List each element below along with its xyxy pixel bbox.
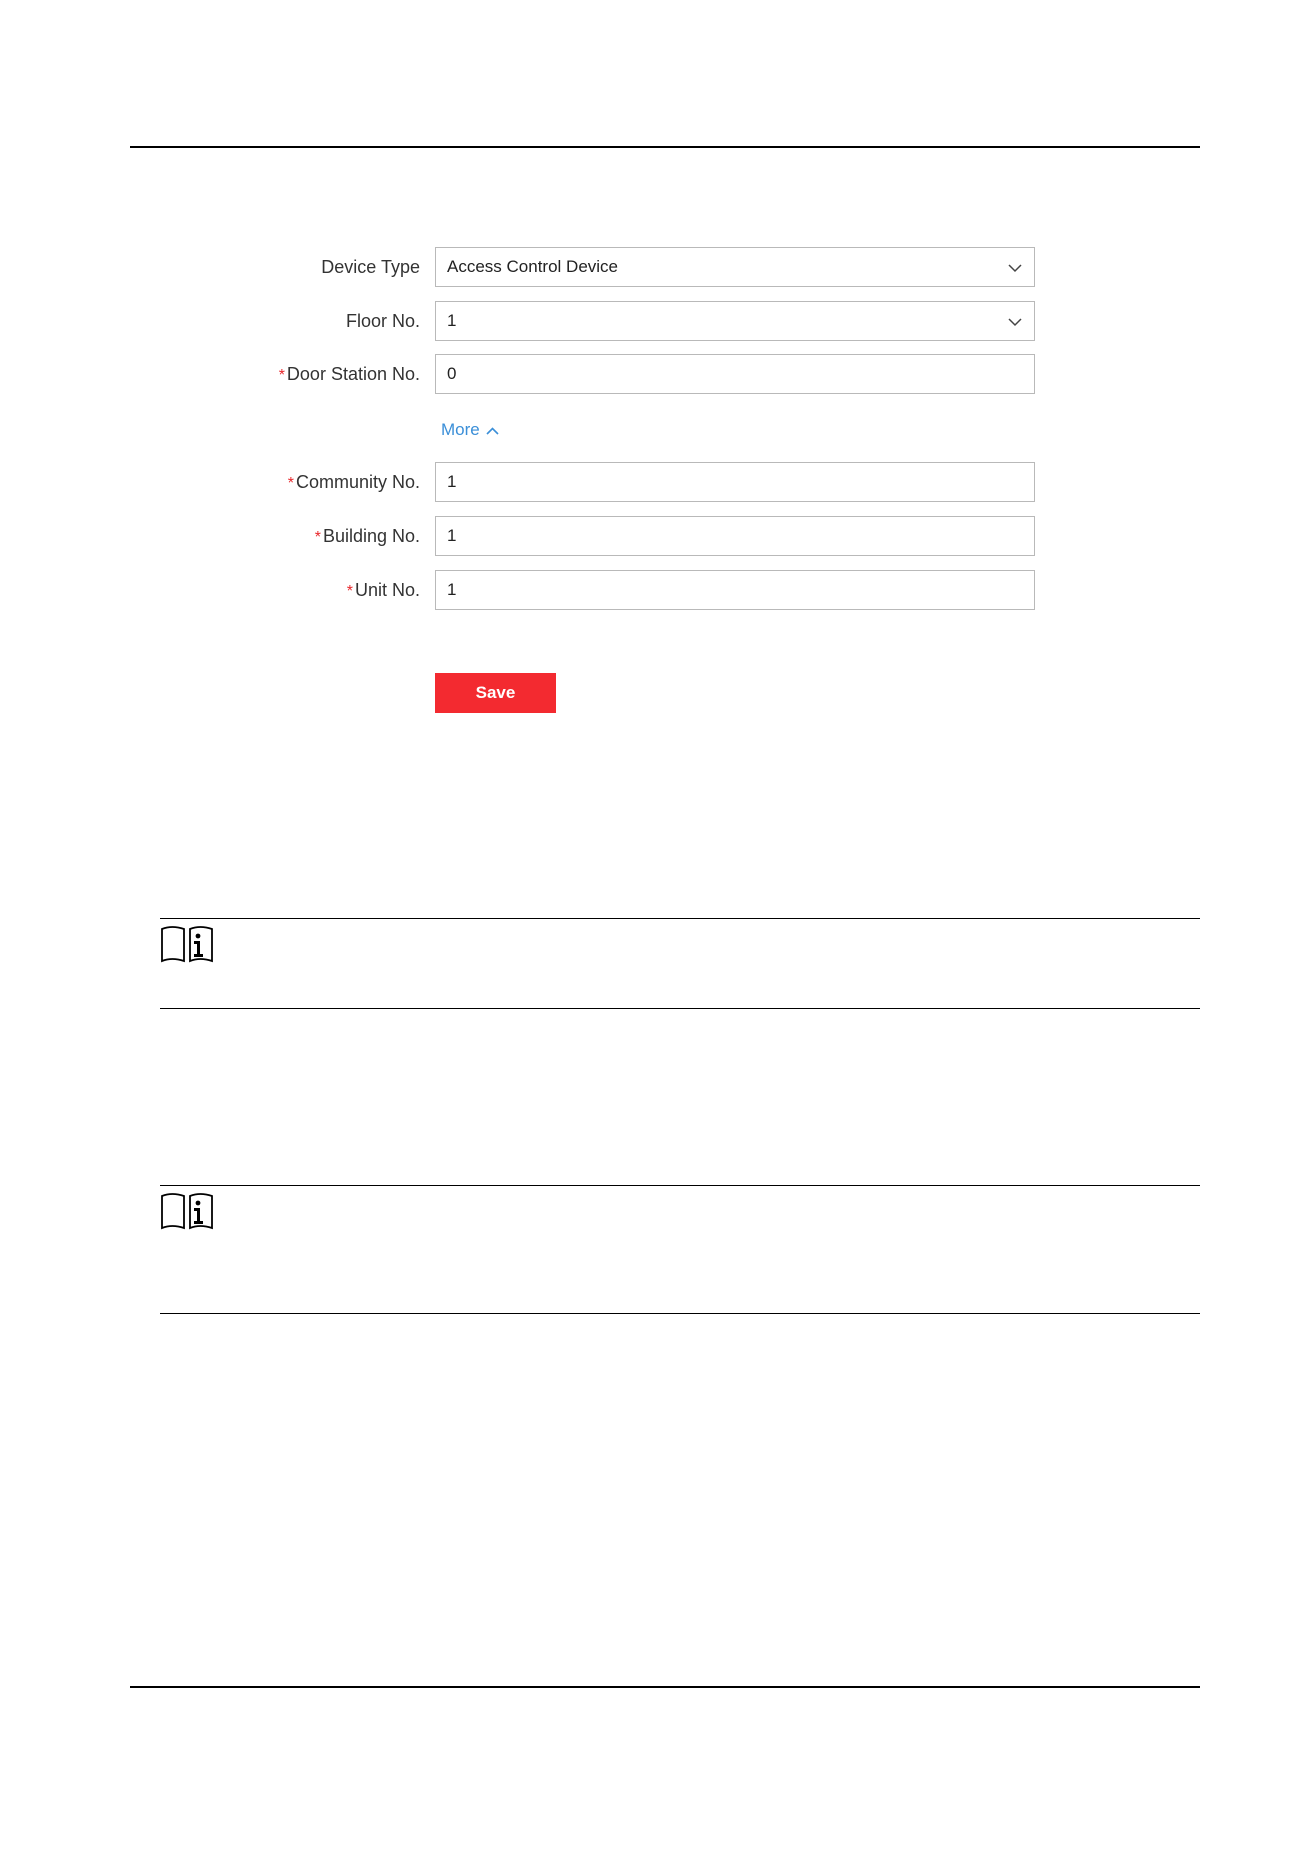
required-mark: * [278,367,285,384]
door-station-no-label [279,354,420,394]
floor-no-label: Floor No. [345,311,420,331]
community-no-input[interactable] [435,462,1035,502]
note-bottom-rule [160,1008,1200,1009]
note-bottom-rule [160,1313,1200,1314]
required-mark: * [287,475,294,492]
note-top-rule [160,1185,1200,1186]
chevron-down-icon [1008,261,1022,275]
note-book-icon [160,1191,214,1231]
door-station-no-input[interactable] [435,354,1035,394]
more-toggle-link[interactable] [441,418,499,442]
building-no-value: 1 [447,526,457,545]
more-link-label: More [441,420,480,439]
unit-no-label [347,570,420,610]
required-mark: * [314,529,321,546]
floor-no-row [0,301,1313,341]
floor-no-value: 1 [447,311,457,330]
required-mark: * [346,583,353,600]
unit-no-input[interactable] [435,570,1035,610]
device-type-row [0,247,1313,287]
community-no-value: 1 [447,472,457,491]
device-type-select[interactable] [435,247,1035,287]
unit-no-value: 1 [447,580,457,599]
unit-no-text: Unit No. [354,580,420,600]
community-no-label [288,462,420,502]
building-no-label [315,516,420,556]
door-station-no-value: 0 [447,364,457,383]
chevron-down-icon [1008,315,1022,329]
save-button[interactable]: Save [435,673,556,713]
floor-no-select[interactable] [435,301,1035,341]
device-type-value: Access Control Device [447,257,619,276]
door-station-no-row [0,354,1313,394]
door-station-no-text: Door Station No. [286,364,420,384]
footer-rule [130,1686,1200,1688]
building-no-input[interactable] [435,516,1035,556]
note-book-icon [160,924,214,964]
community-no-row [0,462,1313,502]
unit-no-row [0,570,1313,610]
building-no-row [0,516,1313,556]
community-no-text: Community No. [295,472,420,492]
note-top-rule [160,918,1200,919]
chevron-up-icon [486,426,499,436]
device-type-label: Device Type [321,257,420,277]
building-no-text: Building No. [322,526,420,546]
header-rule [130,146,1200,148]
